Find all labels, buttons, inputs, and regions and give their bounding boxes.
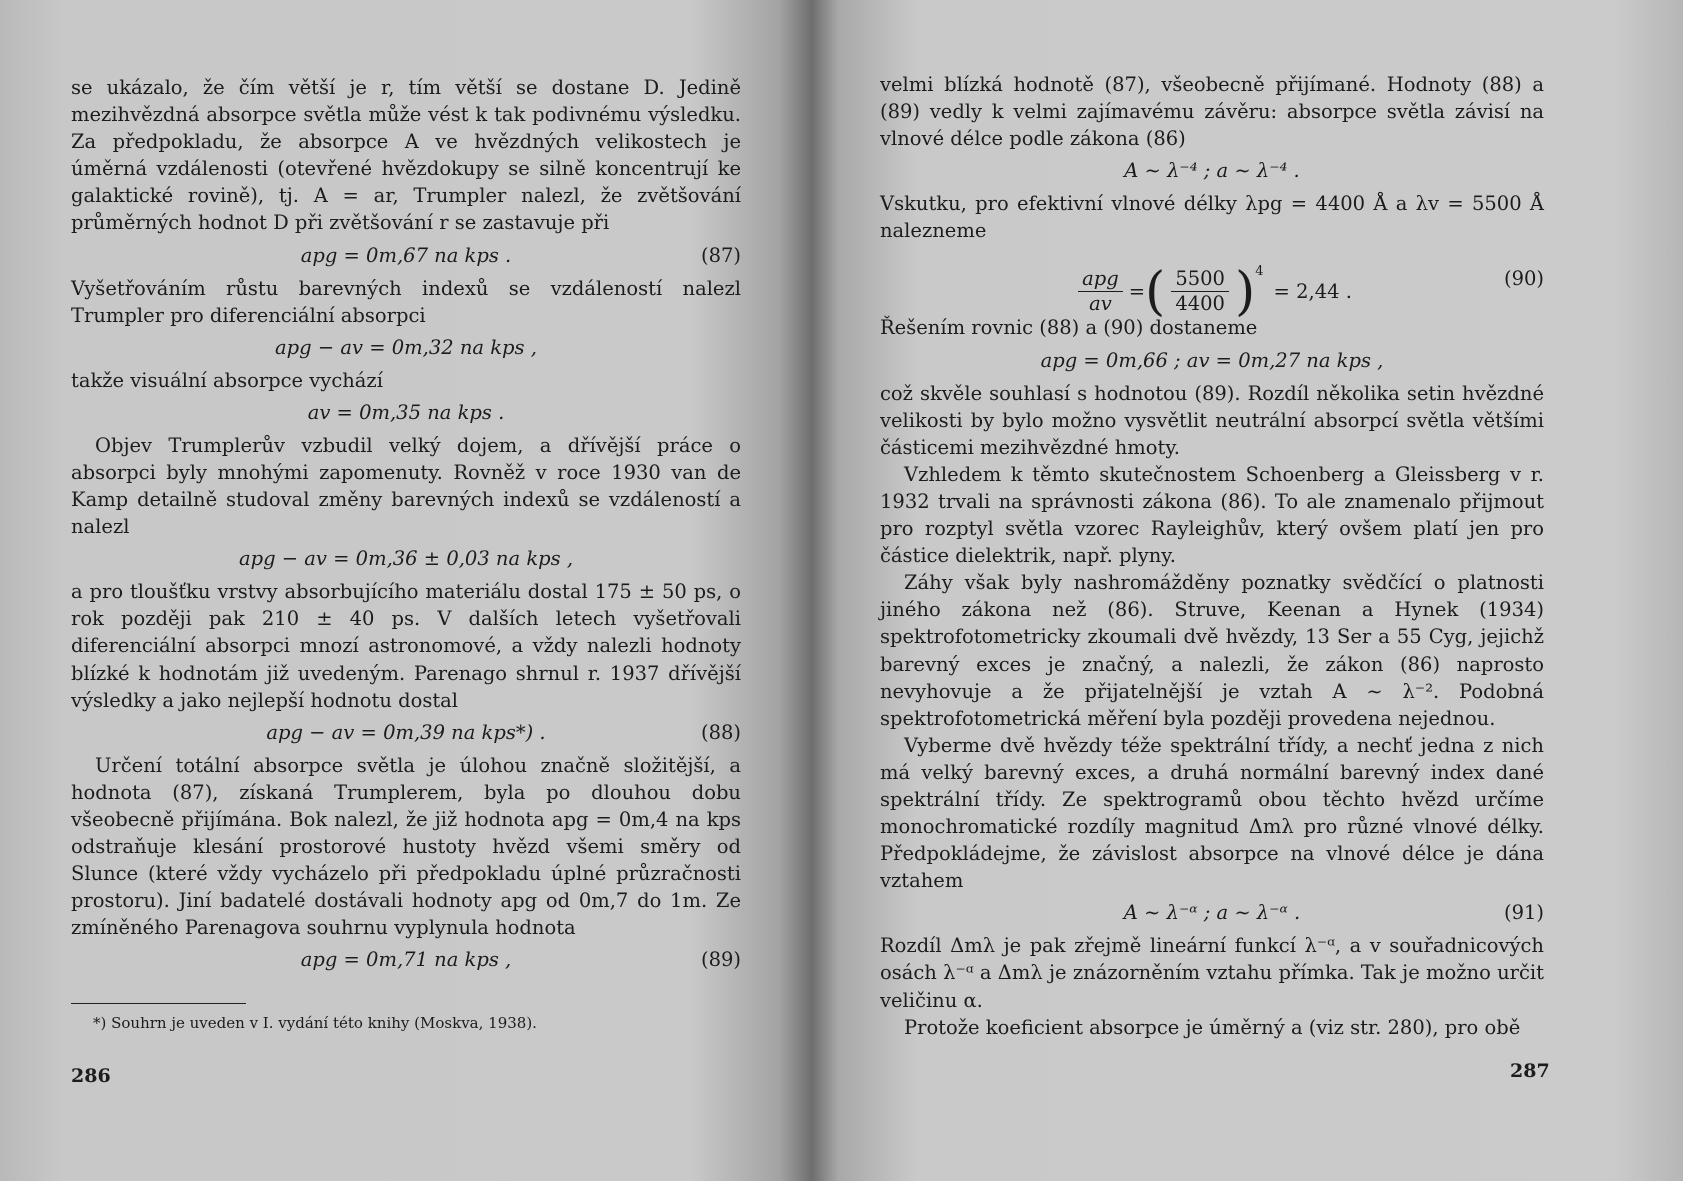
equation-differential (71, 329, 741, 367)
right-paren: ) (1234, 261, 1256, 322)
paragraph: Záhy však byly nashromážděny poznatky svědčící o platnosti jiného zákona než (86). Struve, Keenan a Hynek (1934) spektrofotometricky zkoumali dvě hvězdy, 13 Ser a 55 Cyg, jejichž barevný exces je značný, a nalezli, že zákon (86) naprosto nevyhovuje a že přijatelnější je vztah A ∼ λ⁻². Podobná spektrofotometrická měření byla později provedena nejednou. (880, 571, 1544, 730)
ratio-expression (1072, 257, 1352, 327)
equation-solution (880, 342, 1544, 380)
equation-number: (90) (1503, 267, 1544, 291)
equation-text: apg = 0m,66 ; av = 0m,27 na kps , (1040, 348, 1384, 372)
page-number-right: 287 (1510, 1060, 1550, 1082)
equation-text: apg − av = 0m,36 ± 0,03 na kps , (238, 547, 574, 571)
page-number-left: 286 (71, 1065, 111, 1087)
footnote-rule (71, 1003, 246, 1004)
paragraph: Řešením rovnic (88) a (90) dostaneme (880, 316, 1258, 340)
equation-text: apg − av = 0m,32 na kps , (275, 335, 537, 359)
paragraph: což skvěle souhlasí s hodnotou (89). Rozdíl několika setin hvězdné velikosti by bylo možno vysvětlit neutrální absorpcí světla většími částicemi mezihvězdné hmoty. (880, 381, 1544, 459)
denominator: av (1089, 292, 1112, 316)
equation-visual (71, 394, 741, 432)
equation-number: (89) (700, 948, 741, 972)
equation-87 (71, 237, 741, 275)
result: = 2,44 . (1273, 279, 1352, 303)
left-page-text (71, 74, 741, 979)
paragraph: se ukázalo, že čím větší je r, tím větší se dostane D. Jedině mezihvězdná absorpce světla může vést k tak podivnému výsledku. Za předpokladu, že absorpce A ve hvězdných velikostech je úměrná vzdálenosti (otevřené hvězdokupy se silně koncentrují ke galaktické rovině), tj. A = ar, Trumpler nalezl, že zvětšování průměrných hodnot D při zvětšování r se zastavuje při (71, 76, 741, 235)
paragraph: Určení totální absorpce světla je úlohou značně složitější, a hodnota (87), získaná Trumplerem, byla po dlouhou dobu všeobecně přijímána. Bok nalezl, že již hodnota apg = 0m,4 na kps odstraňuje klesání prostorové hustoty hvězd všemi směry od Slunce (které vždy vycházelo při předpokladu úplné průzračnosti prostoru). Jiní badatelé dostávali hodnoty apg od 0m,7 do 1m. Ze zmíněného Parenagova souhrnu vyplynula hodnota (71, 753, 741, 940)
paragraph: Vskutku, pro efektivní vlnové délky λpg = 4400 Å a λv = 5500 Å nalezneme (880, 192, 1544, 243)
fraction-rhs (1171, 267, 1229, 316)
equation-text: av = 0m,35 na kps . (307, 400, 505, 424)
denominator: 4400 (1175, 292, 1225, 316)
equals-sign: = (1128, 279, 1146, 303)
paragraph: Rozdíl Δmλ je pak zřejmě lineární funkcí λ⁻ᵅ, a v souřadnicových osách λ⁻ᵅ a Δmλ je znázorněním vztahu přímka. Tak je možno určit veličinu α. (880, 934, 1544, 1012)
paragraph: Objev Trumplerův vzbudil velký dojem, a dřívější práce o absorpci byly mnohými zapomenuty. Rovněž v roce 1930 van de Kamp detailně studoval změny barevných indexů se vzdáleností a nalezl (71, 433, 741, 539)
footnote: *) Souhrn je uveden v I. vydání této knihy (Moskva, 1938). (93, 1014, 537, 1032)
paragraph: velmi blízká hodnotě (87), všeobecně přijímané. Hodnoty (88) a (89) vedly k velmi zajímavému závěru: absorpce světla závisí na vlnové délce podle zákona (86) (880, 73, 1544, 151)
equation-text: apg = 0m,67 na kps . (300, 243, 512, 267)
paragraph: Vzhledem k těmto skutečnostem Schoenberg a Gleissberg v r. 1932 trvali na správnosti zákona (86). To ale znamenalo přijmout pro rozptyl světla vzorec Rayleighův, který ovšem platí jen pro částice dielektrik, např. plyny. (880, 462, 1544, 568)
equation-86 (880, 152, 1544, 190)
equation-text: A ∼ λ⁻⁴ ; a ∼ λ⁻⁴ . (1124, 159, 1300, 183)
paragraph: a pro tloušťku vrstvy absorbujícího materiálu dostal 175 ± 50 ps, o rok později pak 210 ± 40 ps. V dalších letech vyšetřovali diferenciální absorpci mnozí astronomové, a vždy nalezli hodnoty blízké k hodnotám již uvedeným. Parenago shrnul r. 1937 dřívější výsledky a jako nejlepší hodnotu dostal (71, 580, 741, 712)
equation-text: apg − av = 0m,39 na kps*) . (266, 720, 546, 744)
equation-text: apg = 0m,71 na kps , (300, 948, 512, 972)
paragraph: Protože koeficient absorpce je úměrný a (viz str. 280), pro obě (904, 1015, 1521, 1039)
fraction-lhs (1078, 267, 1123, 316)
numerator: 5500 (1171, 267, 1229, 292)
paragraph: Vyberme dvě hvězdy téže spektrální třídy, a nechť jedna z nich má velký barevný exces, a druhá normální barevný index dané spektrální třídy. Ze spektrogramů obou těchto hvězd určíme monochromatické rozdíly magnitud Δmλ pro různé vlnové délky. Předpokládejme, že závislost absorpce na vlnové délce je dána vztahem (880, 733, 1544, 893)
equation-90 (880, 244, 1544, 322)
equation-91 (880, 894, 1544, 932)
equation-number: (87) (700, 243, 741, 267)
numerator: apg (1078, 267, 1123, 292)
paragraph: takže visuální absorpce vychází (71, 368, 383, 392)
paragraph: Vyšetřováním růstu barevných indexů se vzdáleností nalezl Trumpler pro diferenciální absorpci (71, 276, 741, 327)
equation-number: (88) (700, 720, 741, 744)
equation-89 (71, 941, 741, 979)
exponent: 4 (1255, 263, 1264, 279)
equation-88 (71, 714, 741, 752)
right-page-text (880, 71, 1544, 1041)
left-paren: ( (1145, 261, 1166, 322)
equation-text: A ∼ λ⁻ᵅ ; a ∼ λ⁻ᵅ . (1123, 901, 1301, 925)
equation-number: (91) (1503, 901, 1544, 925)
equation-van-de-kamp (71, 540, 741, 578)
